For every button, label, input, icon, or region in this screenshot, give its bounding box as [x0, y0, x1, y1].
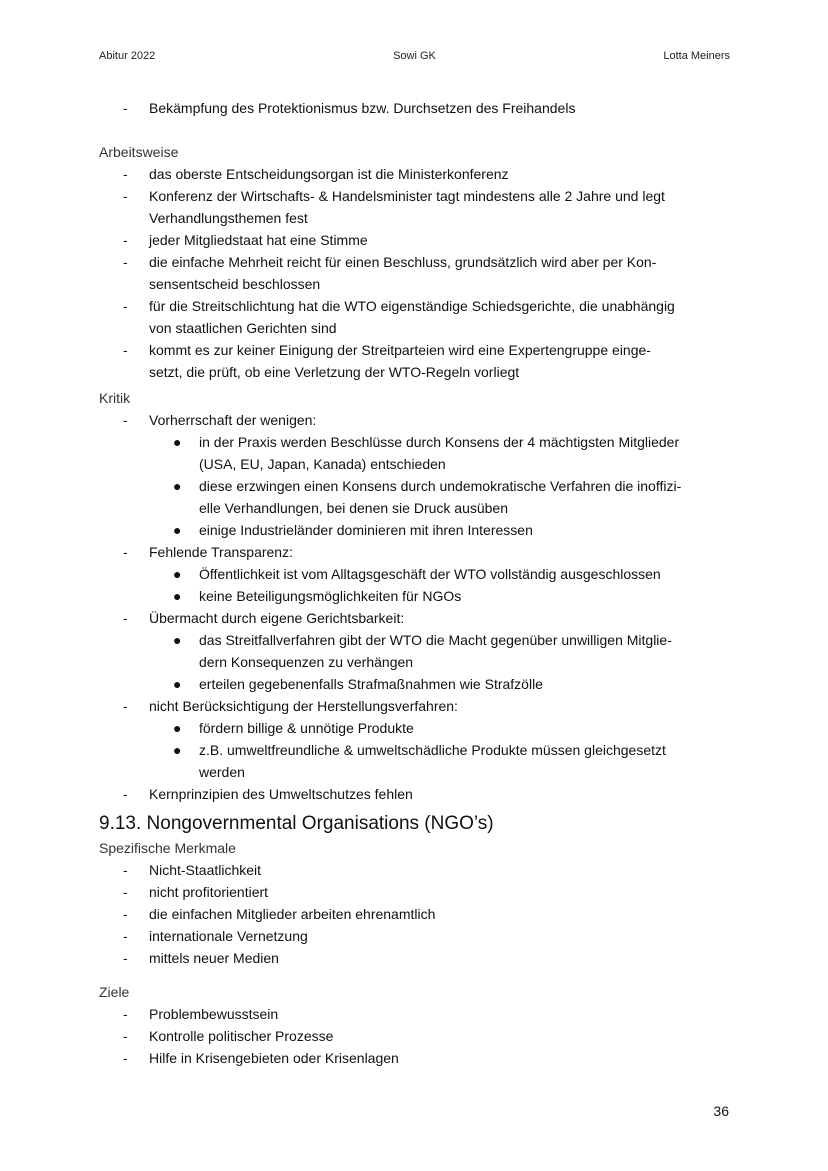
line-text: erteilen gegebenenfalls Strafmaßnahmen wie Strafzölle: [199, 676, 543, 692]
line-text: keine Beteiligungsmöglichkeiten für NGOs: [199, 588, 462, 604]
line-text: setzt, die prüft, ob eine Verletzung der WTO-Regeln vorliegt: [149, 364, 520, 380]
dash-marker: -: [123, 928, 128, 944]
line-text: Übermacht durch eigene Gerichtsbarkeit:: [149, 610, 405, 626]
list-item: [99, 695, 729, 717]
list-item: [99, 783, 729, 805]
line-text: dern Konsequenzen zu verhängen: [199, 654, 414, 670]
dash-marker: -: [123, 1028, 128, 1044]
dash-marker: -: [123, 1050, 128, 1066]
list-item: [99, 859, 729, 881]
list-item: [99, 339, 729, 383]
bullet-marker: ●: [173, 434, 182, 450]
list-item: [99, 563, 729, 585]
list-item: [99, 629, 729, 673]
line-text: die einfache Mehrheit reicht für einen Beschluss, grundsätzlich wird aber per Kon-: [149, 254, 657, 270]
list-item: [99, 1003, 729, 1025]
line-text: das oberste Entscheidungsorgan ist die Ministerkonferenz: [149, 166, 509, 182]
line-text: fördern billige & unnötige Produkte: [199, 720, 414, 736]
list-item: [99, 585, 729, 607]
bullet-marker: ●: [173, 742, 182, 758]
dash-marker: -: [123, 166, 128, 182]
page-header: [99, 50, 730, 66]
dash-marker: -: [123, 412, 128, 428]
list-item: [99, 541, 729, 563]
line-text: Problembewusstsein: [149, 1006, 279, 1022]
section-label-ziele: Ziele: [99, 984, 130, 1000]
dash-marker: -: [123, 232, 128, 248]
intro-list: [99, 97, 729, 119]
line-text: werden: [199, 764, 245, 780]
line-text: Öffentlichkeit ist vom Alltagsgeschäft der WTO vollständig ausgeschlossen: [199, 566, 661, 582]
line-text: Fehlende Transparenz:: [149, 544, 293, 560]
line-text: Verhandlungsthemen fest: [149, 210, 308, 226]
list-item: [99, 925, 729, 947]
section-label-arbeitsweise: Arbeitsweise: [99, 144, 179, 160]
dash-marker: -: [123, 698, 128, 714]
bullet-marker: ●: [173, 566, 182, 582]
bullet-marker: ●: [173, 632, 182, 648]
document-body: [99, 97, 729, 1069]
line-text: in der Praxis werden Beschlüsse durch Konsens der 4 mächtigsten Mitglieder: [199, 434, 680, 450]
list-item: [99, 229, 729, 251]
page-number: 36: [713, 1103, 729, 1119]
list-item: [99, 519, 729, 541]
dash-marker: -: [123, 188, 128, 204]
list-item: [99, 475, 729, 519]
line-text: Nicht-Staatlichkeit: [149, 862, 262, 878]
dash-marker: -: [123, 906, 128, 922]
dash-marker: -: [123, 786, 128, 802]
ziele-list: [99, 1003, 729, 1069]
merkmale-list: [99, 859, 729, 969]
dash-marker: -: [123, 884, 128, 900]
header-center: Sowi GK: [393, 50, 436, 62]
bullet-marker: ●: [173, 478, 182, 494]
dash-marker: -: [123, 862, 128, 878]
section-label-kritik: Kritik: [99, 390, 131, 406]
dash-marker: -: [123, 544, 128, 560]
line-text: das Streitfallverfahren gibt der WTO die Macht gegenüber unwilligen Mitglie-: [199, 632, 672, 648]
line-text: nicht Berücksichtigung der Herstellungsverfahren:: [149, 698, 458, 714]
line-text: nicht profitorientiert: [149, 884, 269, 900]
line-text: internationale Vernetzung: [149, 928, 308, 944]
header-left: Abitur 2022: [99, 50, 156, 62]
bullet-marker: ●: [173, 588, 182, 604]
list-item: [99, 607, 729, 629]
line-text: mittels neuer Medien: [149, 950, 279, 966]
line-text: kommt es zur keiner Einigung der Streitparteien wird eine Expertengruppe einge-: [149, 342, 651, 358]
line-text: von staatlichen Gerichten sind: [149, 320, 337, 336]
list-item: [99, 295, 729, 339]
line-text: Konferenz der Wirtschafts- & Handelsminister tagt mindestens alle 2 Jahre und legt: [149, 188, 665, 204]
arbeitsweise-list: [99, 163, 729, 383]
list-item: [99, 431, 729, 475]
list-item: [99, 163, 729, 185]
line-text: elle Verhandlungen, bei denen sie Druck ausüben: [199, 500, 509, 516]
line-text: z.B. umweltfreundliche & umweltschädliche Produkte müssen gleichgesetzt: [199, 742, 666, 758]
bullet-marker: ●: [173, 676, 182, 692]
kritik-list: [99, 409, 729, 805]
dash-marker: -: [123, 254, 128, 270]
list-item: [99, 673, 729, 695]
line-text: (USA, EU, Japan, Kanada) entschieden: [199, 456, 446, 472]
dash-marker: -: [123, 610, 128, 626]
list-item-text: Bekämpfung des Protektionismus bzw. Durchsetzen des Freihandels: [149, 100, 576, 116]
line-text: Kontrolle politischer Prozesse: [149, 1028, 334, 1044]
line-text: die einfachen Mitglieder arbeiten ehrenamtlich: [149, 906, 436, 922]
list-item: [99, 1025, 729, 1047]
dash-marker: -: [123, 298, 128, 314]
dash-marker: -: [123, 1006, 128, 1022]
line-text: jeder Mitgliedstaat hat eine Stimme: [149, 232, 368, 248]
list-item: [99, 903, 729, 925]
list-item: [99, 881, 729, 903]
line-text: Vorherrschaft der wenigen:: [149, 412, 317, 428]
section-heading-ngo: 9.13. Nongovernmental Organisations (NGO’s): [99, 813, 494, 834]
list-item: [99, 251, 729, 295]
list-item: [99, 717, 729, 739]
bullet-marker: ●: [173, 522, 182, 538]
line-text: sensentscheid beschlossen: [149, 276, 321, 292]
list-item: [99, 739, 729, 783]
line-text: Hilfe in Krisengebieten oder Krisenlagen: [149, 1050, 399, 1066]
line-text: für die Streitschlichtung hat die WTO eigenständige Schiedsgerichte, die unabhängig: [149, 298, 675, 314]
line-text: Kernprinzipien des Umweltschutzes fehlen: [149, 786, 413, 802]
line-text: diese erzwingen einen Konsens durch undemokratische Verfahren die inoffizi-: [199, 478, 682, 494]
header-right: Lotta Meiners: [663, 50, 730, 62]
list-item: [99, 185, 729, 229]
bullet-marker: ●: [173, 720, 182, 736]
list-item: [99, 947, 729, 969]
list-item: [99, 409, 729, 431]
line-text: einige Industrieländer dominieren mit ihren Interessen: [199, 522, 533, 538]
list-item: [99, 1047, 729, 1069]
dash-marker: -: [123, 342, 128, 358]
list-item: [99, 97, 729, 119]
dash-marker: -: [123, 100, 128, 116]
section-label-merkmale: Spezifische Merkmale: [99, 840, 236, 856]
dash-marker: -: [123, 950, 128, 966]
